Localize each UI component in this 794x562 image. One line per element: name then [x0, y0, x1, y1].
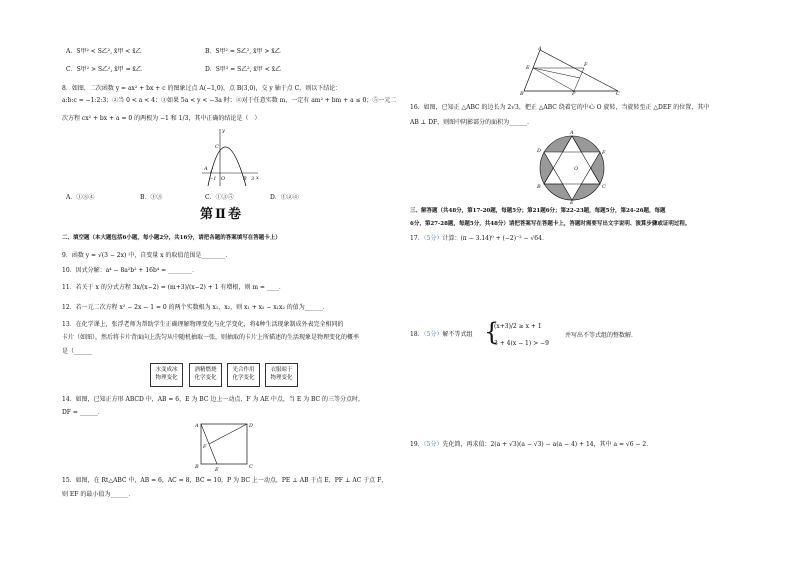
q8-line3: 次方程 cx² + bx + a = 0 的两根为 −1 和 1/3，其中正确的结论是（ ） — [62, 115, 261, 122]
svg-text:A: A — [570, 130, 574, 136]
card-top: 水变成冰 — [155, 367, 178, 374]
q15-line2: 则 EF 的最小值为______． — [62, 491, 135, 498]
q18-text1: 解不等式组 — [442, 331, 473, 338]
section3-line2: 6分，第27-28题，每题5分，共48分）请把答案写在答题卡上，答题时需要写出文字说明、演算步骤或证明过程。 — [410, 221, 691, 227]
q19 — [410, 442, 652, 448]
q16-line1: 16．如图，已知正 △ABC 的边长为 2√3，把正 △ABC 绕着它的中心 O 旋转，当旋转至正 △DEF 的位置，其中 — [410, 104, 710, 111]
q14-line2: DF = ______． — [62, 409, 104, 416]
q14-square-figure — [195, 420, 257, 472]
q14-line1: 14．如图，已知正方形 ABCD 中，AB = 6，E 为 BC 边上一动点，F 为 AE 中点，当 E 为 BC 的三等分点时， — [62, 396, 365, 403]
svg-text:B: B — [537, 184, 541, 190]
q19-text: 先化简，再求值：2(a + √3)(a − √3) − a(a − 4) + 14，其中 a = √6 − 2． — [442, 441, 653, 448]
svg-text:B: B — [195, 464, 199, 470]
q17 — [410, 236, 548, 242]
q7-option-b: B．S甲² = S乙², x̄甲 > x̄乙 — [205, 48, 281, 55]
svg-text:P: P — [572, 91, 576, 95]
svg-text:3: 3 — [251, 176, 255, 182]
q8-parabola-figure — [200, 126, 260, 188]
svg-text:E: E — [570, 200, 574, 204]
q17-text: 计算：(π − 3.14)⁰ + (−2)⁻² − √64． — [442, 235, 548, 242]
q11-text: 11．若关于 x 的分式方程 3x/(x−2) = (m+3)/(x−2) + 1 有增根，则 m = ____． — [62, 284, 285, 291]
q18 — [410, 332, 472, 338]
q8-line1: 8．如图，二次函数 y = ax² + bx + c 的图象过点 A(−1,0)，点 B(3,0)，交 y 轴于点 C，则以下结论： — [62, 85, 342, 92]
svg-text:A: A — [538, 46, 542, 52]
q16-rotated-triangles-figure — [534, 128, 610, 204]
svg-text:F: F — [203, 444, 207, 450]
svg-text:C: C — [249, 464, 253, 470]
q13-card-4 — [265, 363, 298, 387]
q13-line3: 是（______ — [62, 348, 93, 355]
q8-line2: a:b:c = −1:2:3；②当 0 < a < 4；③如果 5a < y < −3a 时；④对于任意实数 m，一定有 am² + bm + a ≤ 0；⑤一元二 — [62, 97, 397, 104]
card-bottom: 化学变化 — [232, 375, 255, 381]
q13-line1: 13．在化学课上，张浮老师为帮助学生正确理解物理变化与化学变化，将4种生活现象制成外表完全相同的 — [62, 321, 344, 328]
svg-text:O: O — [574, 166, 579, 172]
q13-line2: 卡片（如图），然后将卡片背面向上洗匀从中随机抽取一张，则抽取的卡片上所描述的生活现象是物理变化的概率 — [62, 334, 360, 341]
q7-option-d: D．S甲² = S乙², x̄甲 < x̄乙 — [205, 66, 282, 73]
svg-text:O: O — [221, 176, 226, 182]
q12-text: 12．若一元二次方程 x² − 2x − 1 = 0 的两个实数根为 x₁，x₂，则 x₁ + x₂ − x₁x₂ 的值为______． — [62, 304, 329, 311]
q18-inequality-1: (x+3)/2 ≥ x + 1 — [494, 323, 542, 330]
q17-number: 17． — [410, 235, 424, 242]
svg-text:B: B — [520, 91, 524, 95]
q18-text2: 并写出不等式组的整数解． — [565, 332, 638, 339]
section2-title: 第Ⅱ卷 — [200, 207, 243, 222]
svg-text:D: D — [249, 423, 254, 429]
q13-card-2 — [189, 363, 222, 387]
q18-inequality-2: 3 + 4(x − 1) > −9 — [494, 340, 549, 347]
q8-option-d: D．①②④ — [270, 194, 299, 201]
q15-line1: 15．如图，在 Rt△ABC 中，AB = 6，AC = 8，BC = 10，P 为 BC 上一动点，PE ⊥ AB 于点 E，PF ⊥ AC 于点 F， — [62, 477, 388, 484]
q13-card-1 — [150, 363, 183, 387]
card-top: 光合作用 — [232, 367, 255, 374]
svg-text:B: B — [243, 176, 247, 182]
q18-brace: { — [484, 318, 500, 346]
q18-score: （5分） — [423, 331, 443, 338]
q17-score: （5分） — [423, 235, 443, 242]
q10-text: 10．因式分解：a⁴ − 8a²b² + 16b⁴ = ________． — [62, 267, 199, 274]
svg-text:A: A — [204, 166, 208, 172]
svg-text:F: F — [602, 150, 606, 156]
svg-text:C: C — [602, 184, 606, 190]
card-top: 衣服晾干 — [270, 367, 293, 374]
q13-card-3 — [227, 363, 260, 387]
svg-text:C: C — [215, 144, 219, 150]
q18-number: 18． — [410, 331, 424, 338]
q7-option-c: C．S甲² > S乙², x̄甲 = x̄乙 — [66, 66, 142, 73]
card-bottom: 物理变化 — [270, 375, 293, 381]
card-bottom: 化学变化 — [194, 375, 217, 381]
svg-text:E: E — [526, 65, 530, 71]
q19-score: （5分） — [423, 441, 443, 448]
card-top: 酒精燃烧 — [194, 367, 217, 374]
q15-triangle-figure — [520, 45, 620, 95]
svg-text:x: x — [256, 175, 259, 181]
svg-text:C: C — [616, 91, 620, 95]
q8-option-b: B．①③ — [140, 194, 163, 201]
svg-text:y: y — [222, 128, 225, 134]
svg-text:E: E — [215, 467, 219, 472]
q9-text: 9．函数 y = √(3 − 2x) 中，自变量 x 的取值范围是________． — [62, 252, 232, 259]
q8-option-c: C．①③⑤ — [205, 194, 234, 201]
svg-text:D: D — [537, 148, 542, 154]
q8-option-a: A．①③④ — [66, 194, 95, 201]
card-bottom: 物理变化 — [155, 375, 178, 381]
section2-header: 二、填空题（本大题包括6小题，每小题2分，共16分，请把各题的答案填写在答题卡上） — [62, 235, 281, 241]
q16-line2: AB ⊥ DF，则图中阴影部分的面积为______． — [410, 119, 534, 126]
q7-option-a: A．S甲² < S乙², x̄甲 < x̄乙 — [66, 48, 142, 55]
svg-text:−1: −1 — [209, 176, 217, 182]
section3-line1: 三、解答题（共48分，第17-20题，每题5分；第21题6分；第22-23题，每题5分，第24-26题，每题 — [410, 208, 666, 214]
svg-text:A: A — [195, 423, 199, 429]
q19-number: 19． — [410, 441, 424, 448]
svg-text:F: F — [584, 62, 588, 68]
